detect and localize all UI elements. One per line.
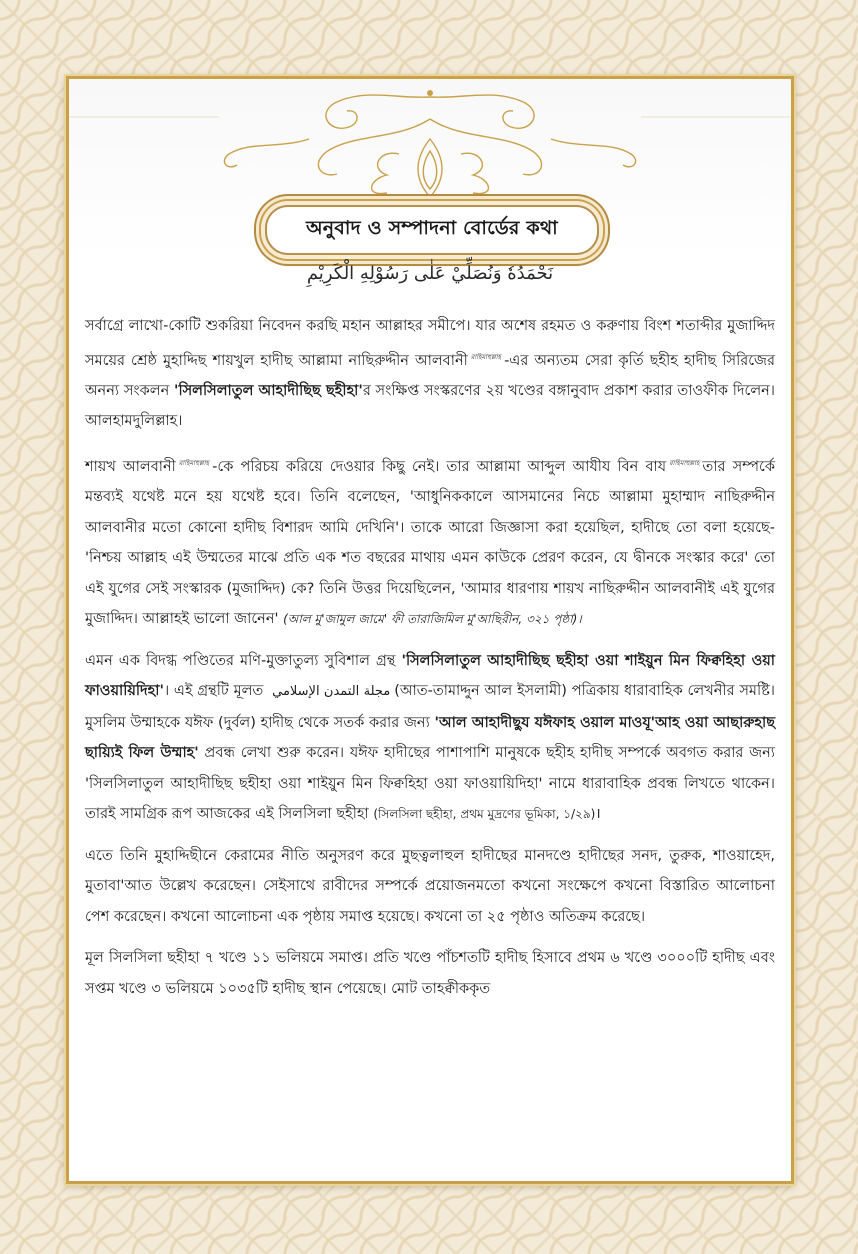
honorific-mark: রাহিমাহুল্লাহ bbox=[470, 352, 502, 361]
paragraph-3: এমন এক বিদগ্ধ পণ্ডিতের মণি-মুক্তাতুল্য সুবিশাল গ্রন্থ 'সিলসিলাতুল আহাদীছিছ ছহীহা ওয়া শাইয়ুন মিন ফিক্বহিহা ওয়া ফাওয়ায়িদিহা'। এই গ্রন্থটি মূলত مجلة التمدن الإسلامي (আত-তামাদ্দুন আল ইসলামী) পত্রিকায় ধারাবাহিক লেখনীর সমষ্টি। মুসলিম উম্মাহকে যঈফ (দুর্বল) হাদীছ থেকে সতর্ক করার জন্য 'আল আহাদীছুয যঈফাহ ওয়াল মাওযূ'আহ ওয়া আছারুহাছ ছায়্যিই ফিল উম্মাহ' প্রবন্ধ লেখা শুরু করেন। যঈফ হাদীছের পাশাপাশি মানুষকে ছহীহ হাদীছ সম্পর্কে অবগত করার জন্য 'সিলসিলাতুল আহাদীছিছ ছহীহা ওয়া শাইয়ুন মিন ফিক্বহিহা ওয়া ফাওয়ায়িদিহা' নামে ধারাবাহিক প্রবন্ধ লিখতে থাকেন। তারই সামগ্রিক রূপ আজকের এই সিলসিলা ছহীহা (সিলসিলা ছহীহা, প্রথম মুদ্রণের ভূমিকা, ১/২৯)। bbox=[85, 652, 776, 823]
ornament-center-inner bbox=[423, 151, 437, 189]
article-body bbox=[85, 311, 775, 1015]
book-title-bold: 'সিলসিলাতুল আহাদীছিছ ছহীহা ওয়া শাইয়ুন মিন ফিক্বহিহা ওয়া ফাওয়ায়িদিহা' bbox=[85, 652, 776, 700]
citation: (সিলসিলা ছহীহা, প্রথম মুদ্রণের ভূমিকা, ১/২৯) bbox=[373, 807, 596, 822]
title-banner bbox=[265, 205, 599, 255]
honorific-mark: রাহিমাহুল্লাহ bbox=[178, 458, 210, 467]
page-frame bbox=[66, 76, 794, 1184]
ornament-left-leaf bbox=[372, 153, 399, 193]
honorific-mark: রাহিমাহুল্লাহ bbox=[669, 458, 700, 467]
ornament-right-leaf bbox=[461, 153, 488, 193]
page-title: অনুবাদ ও সম্পাদনা বোর্ডের কথা bbox=[306, 217, 558, 239]
ornament-right-swirl bbox=[430, 95, 534, 128]
article-title-bold: 'আল আহাদীছুয যঈফাহ ওয়াল মাওযূ'আহ ওয়া আছারুহাছ ছায়্যিই ফিল উম্মাহ' bbox=[85, 714, 776, 762]
citation: (আল মু'জামুল জামে' ফী তারাজিমিল মু'আছিরীন, ৩২১ পৃষ্ঠা)। bbox=[283, 612, 582, 627]
paragraph-5: মূল সিলসিলা ছহীহা ৭ খণ্ডে ১১ ভলিয়মে সমাপ্ত। প্রতি খণ্ডে পাঁচশতটি হাদীছ হিসাবে প্রথম ৬ খণ্ডে ৩০০০টি হাদীছ এবং সপ্তম খণ্ডে ৩ ভলিয়মে ১০৩৫টি হাদীছ স্থান পেয়েছে। মোট তাহক্বীককৃত bbox=[85, 950, 775, 997]
arabic-journal-name: مجلة التمدن الإسلامي bbox=[272, 684, 391, 700]
paragraph-4: এতে তিনি মুহাদ্দিছীনে কেরামের নীতি অনুসরণ করে মুছত্বলাহুল হাদীছের মানদণ্ডে হাদীছের সনদ, তুরুক, শাওয়াহেদ, মুতাবা'আত উল্লেখ করেছেন। সেইসাথে রাবীদের সম্পর্কে প্রয়োজনমতো কখনো সংক্ষেপে কখনো বিস্তারিত আলোচনা পেশ করেছেন। কখনো আলোচনা এক পৃষ্ঠায় সমাপ্ত হয়েছে। কখনো তা ২৫ পৃষ্ঠাও অতিক্রম করেছে। bbox=[85, 847, 775, 925]
paragraph-1: সর্বাগ্রে লাখো-কোটি শুকরিয়া নিবেদন করছি মহান আল্লাহর সমীপে। যার অশেষ রহমত ও করুণায় বিংশ শতাব্দীর মুজাদ্দিদ সময়ের শ্রেষ্ঠ মুহাদ্দিছ শায়খুল হাদীছ আল্লামা নাছিরুদ্দীন আলবানী $^{রাহিমাহুল্লাহ}$ -এর অন্যতম সেরা কৃর্তি ছহীহ হাদীছ সিরিজের অনন্য সংকলন 'সিলসিলাতুল আহাদীছিছ ছহীহা'র সংক্ষিপ্ত সংস্করণের ২য় খণ্ডের বঙ্গানুবাদ প্রকাশ করার তাওফীক দিলেন। আলহামদুলিল্লাহ। bbox=[85, 318, 776, 430]
paragraph-2: শায়খ আলবানী $^{রাহিমাহুল্লাহ}$ -কে পরিচয় করিয়ে দেওয়ার কিছু নেই। তার আল্লামা আব্দুল আযীয বিন বায $^{রাহিমাহুল্লাহ}$ তার সম্পর্কে মন্তব্যই যথেষ্ট মনে হয় যথেষ্ট হবে। তিনি বলেছেন, 'আধুনিককালে আসমানের নিচে আল্লামা মুহাম্মাদ নাছিরুদ্দীন আলবানীর মতো কোনো হাদীছ বিশারদ আমি দেখিনি'। তাকে আরো জিজ্ঞাসা করা হয়েছিল, হাদীছে তো বলা হয়েছে- 'নিশ্চয় আল্লাহ এই উম্মতের মাঝে প্রতি এক শত বছরের মাথায় এমন কাউকে প্রেরণ করেন, যে দ্বীনকে সংস্কার করে' তো এই যুগের সেই সংস্কারক (মুজাদ্দিদ) কে? তিনি উত্তর দিয়েছিলেন, 'আমার ধারণায় শায়খ নাছিরুদ্দীন আলবানীই এই যুগের মুজাদ্দিদ। আল্লাহই ভালো জানেন' (আল মু'জামুল জামে' ফী তারাজিমিল মু'আছিরীন, ৩২১ পৃষ্ঠা)। bbox=[85, 458, 775, 628]
ornament-top-dot bbox=[427, 90, 433, 96]
page bbox=[69, 79, 791, 1181]
ornament-left-swirl bbox=[326, 95, 430, 128]
ornament-left-tendril bbox=[224, 139, 309, 167]
ornament-right-tendril bbox=[551, 139, 636, 167]
arabic-invocation: نَحْمَدُهٗ وَنُصَلِّيْ عَلٰى رَسُوْلِهِ الْكَرِيْمِ bbox=[306, 263, 554, 284]
book-title-bold: 'সিলসিলাতুল আহাদীছিছ ছহীহা' bbox=[174, 382, 363, 399]
